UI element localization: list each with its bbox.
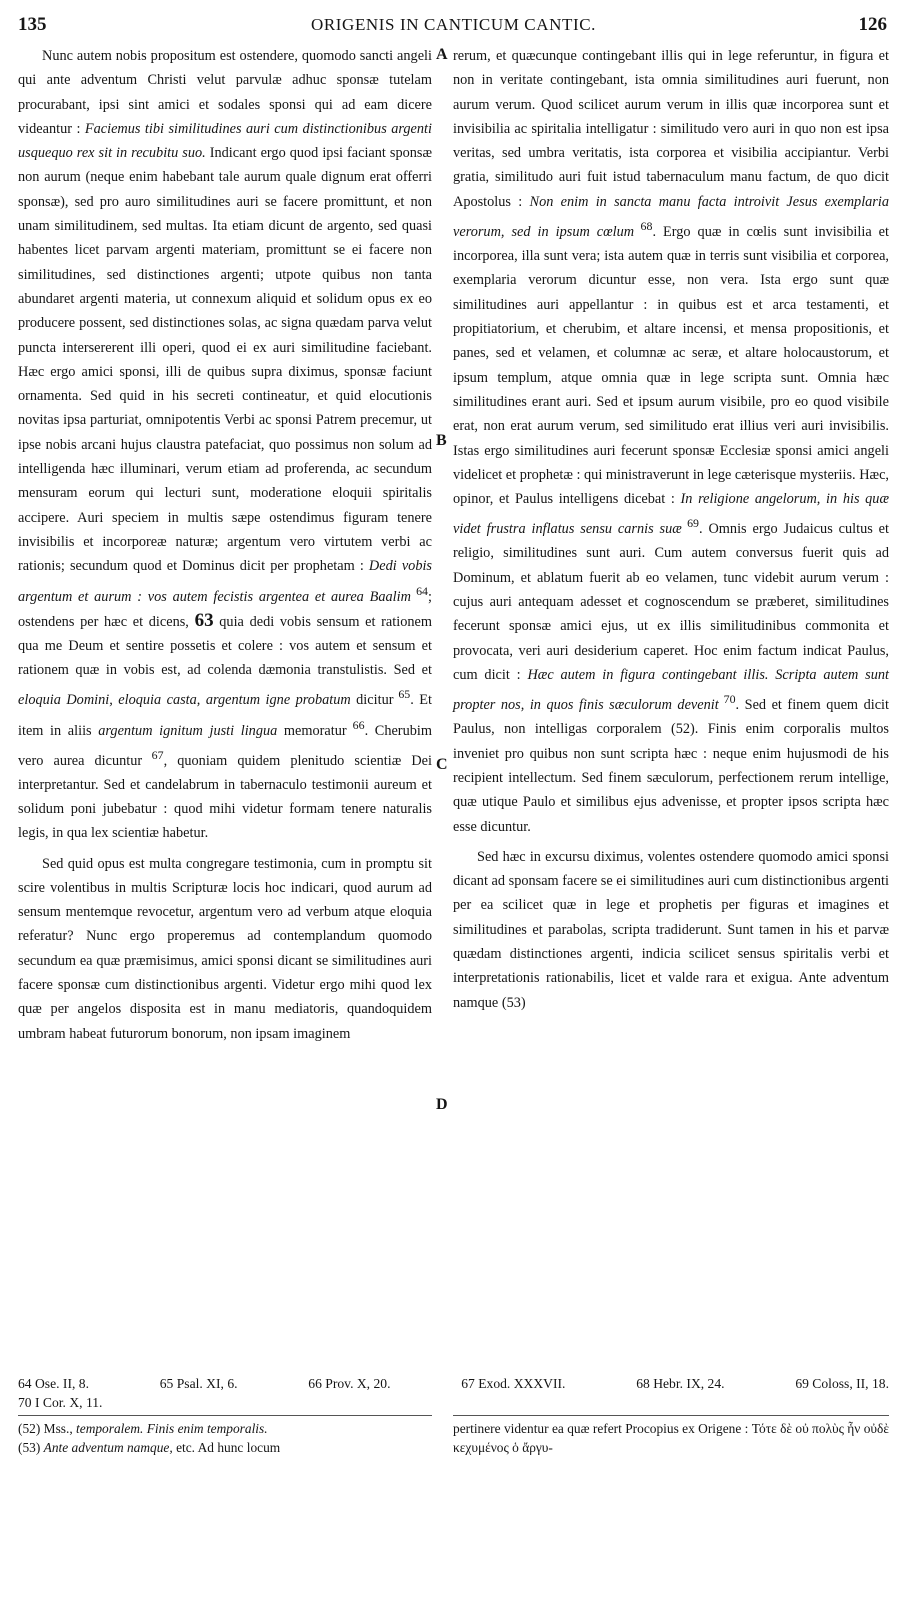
page-number-right: 126	[858, 14, 887, 35]
note-ref-70: 70	[718, 692, 736, 707]
right-paragraph-1: rerum, et quæcunque contingebant illis qui in lege referuntur, in figura et non in veritate contingebant, ista omnia similitudines auri fuerunt, non aurum verum. Quod scilicet aurum verum in illis quæ incorporea sunt et invisibilia ac spiritalia intelligatur : similitudo vero auri in quo non est ipsa veritas, sed umbra veritatis, ista corporea et visibilia accipiantur. Verbi gratia, similitudo auri fuit istud tabernaculum manu factum, de quo dicit Apostolus : Non enim in sancta manu facta introivit Jesus exemplaria verorum, sed in ipsum cœlum $^{68}$. Ergo quæ in cœlis sunt invisibilia et incorporea, illa sunt vera; ista autem quæ in terris sunt visibilia et corporea, exemplaria verorum dicuntur esse, non vera. Ista ergo sunt quæ similitudines auri appellantur : in quibus est et arca testamenti, et propitiatorium, et cherubim, et altare incensi, et mensa propositionis, et panes, sed et velamen, et columnæ ac seræ, et altare holocaustorum, et ipsum templum, atque omnia quæ in lege scripta sunt. Omnia hæc similitudines erant auri. Sed et ipsum aurum visibile, pro eo quod visibile erat, non erat aurum verum, sed similitudo erat illius veri auri invisibilis. Istas ergo similitudines auri fecerunt sponsæ Ecclesiæ sponsi amici angeli videlicet et prophetæ : qui ministraverunt in lege cæterisque mysteriis. Hæc, opinor, et Paulus intelligens dicebat : In religione angelorum, in his quæ videt frustra inflatus sensu carnis suæ $^{69}$. Omnis ergo Judaicus cultus et religio, similitudines sunt auri. Cum autem conversus fuerit quis ad Dominum, et ablatum fuerit ab eo velamen, tunc videbit aurum verum : cujus auri antequam adesset et cognoscendum se præberet, similitudines fecerunt sponsæ amici ejus, ut ex illis similitudinibus commonita et provocata, veri auri desiderium caperet. Hoc enim factum indicat Paulus, cum dicit : Hæc autem in figura contingebant illis. Scripta autem sunt propter nos, in quos finis sæculorum devenit $^{70}$. Sed et finem quem dicit Paulus, non intelligas corporalem (52). Finis enim corporalis multos inveniet pro quibus non sunt scripta hæc : neque enim hujusmodi de his recipient intellectum. Sed finem sæculorum, perfectionem rerum intellige, quæ utique Paulo et similibus ejus advenisse, et propter ipsos scripta hæc esse dicuntur.	[453, 48, 889, 835]
footnotes-right	[453, 1420, 889, 1457]
note-65: 65 Psal. XI, 6.	[159, 1376, 238, 1391]
inline-page-number: 63	[194, 609, 214, 631]
footnote-52: (52) Mss., temporalem. Finis enim temporalis.	[18, 1421, 268, 1436]
note-67: 67 Exod. XXXVII.	[461, 1376, 566, 1391]
note-64: 64 Ose. II, 8.	[18, 1376, 89, 1391]
right-paragraph-2: Sed hæc in excursu diximus, volentes ostendere quomodo amici sponsi dicant ad sponsam facere se ei similitudines auri cum distinctionibus argenti per ea scilicet quæ in lege et prophetis per figuras et imagines et similitudines et parabolas, scripta tradiderunt. Sunt tamen in his et parvæ quædam distinctiones argenti, indicia scilicet sensus spiritalis verbi et interpretationis rationabilis, licet et valde rara et exigua. Ante adventum namque (53)	[453, 848, 889, 1011]
note-70: 70 I Cor. X, 11.	[18, 1395, 103, 1410]
scripture-notes-line-2	[18, 1393, 889, 1412]
running-title: ORIGENIS IN CANTICUM CANTIC.	[310, 15, 596, 34]
note-ref-69: 69	[681, 516, 700, 531]
footnote-53-continued: pertinere videntur ea quæ refert Procopius ex Origene : Τότε δὲ οὐ πολὺς ἦν οὐδὲ κεχυμένος ὁ ἄργυ-	[453, 1421, 889, 1455]
note-ref-65: 65	[393, 687, 411, 702]
margin-marker-d: D	[436, 1096, 448, 1113]
footnotes-left	[18, 1420, 432, 1457]
page-number-left: 135	[18, 14, 47, 35]
margin-marker-c: C	[436, 756, 448, 773]
note-68: 68 Hebr. IX, 24.	[636, 1376, 725, 1391]
left-paragraph-2: Sed quid opus est multa congregare testimonia, cum in promptu sit scire volentibus in multis Scripturæ locis hoc indicari, quod aurum ad sensum mentemque revocetur, argentum vero ad verbum atque eloquia referatur? Nunc ergo properemus ad contemplandum quomodo secundum ea quæ præmisimus, amici sponsi dicant se similitudines auri facere sponsæ cum distinctionibus argenti. Videtur ergo mihi quod lex quæ per angelos disposita est in manu mediatoris, quandoquidem umbram habeat futurorum bonorum, non ipsam imaginem	[18, 855, 432, 1042]
margin-marker-b: B	[436, 432, 447, 449]
note-69: 69 Coloss, II, 18.	[795, 1376, 889, 1391]
left-column	[18, 44, 432, 1046]
left-paragraph-1: Nunc autem nobis propositum est ostendere, quomodo sancti angeli qui ante adventum Christi velut parvulæ adhuc sponsæ tutelam procurabant, ipsi sint amici et sodales sponsi qui ad eam dicere videantur : Faciemus tibi similitudines auri cum distinctionibus argenti usquequo rex sit in recubitu suo. Indicant ergo quod ipsi faciant sponsæ non aurum (neque enim habebant tale aurum quale dignum erat offerri sponsæ), sed pro auro similitudines auri se facere promittunt, et non unam similitudinem, sed multas. Ita etiam dicunt de argento, sed quasi habentes licet parvam argenti materiam, promittunt se ei facere non similitudines, sed distinctiones argenti; utpote quibus non tanta abundaret argenti materia, ut connexum aliquid et solidum opus ex eo producere possent, sed distinctiones solas, ac signa quædam parva velut puncta intersererent illi operi, quod ei ex auri similitudine faciebant. Hæc ergo amici sponsi, illi de quibus supra diximus, sponsæ faciunt ornamenta. Sed quid in his secreti contineatur, et quid elocutionis novitas ipsa parturiat, omnipotentis Verbi ac sponsi Patrem precemur, ut ipse nobis arcani hujus claustra patefaciat, quo possimus non solum ad intelligenda hæc illuminari, verum etiam ad proferenda, ac secundum mensuram eorum qui lecturi sunt, moderatione eloquii spiritalis accipere. Auri speciem in multis sæpe ostendimus figuram tenere invisibilis et incorporeæ naturæ; argentum vero virtutem verbi ac rationis; secundum quod et Dominus dicit per prophetam : Dedi vobis argentum et aurum : vos autem fecistis argentea et aurea Baalim $^{64}$; ostendens per hæc et dicens, 63 quia dedi vobis sensum et rationem qua me Deum et sentire possetis et colere : vos autem et sensum et rationem quæ in vobis est, ad colenda dæmonia transtulistis. Sed et eloquia Domini, eloquia casta, argentum igne probatum dicitur $^{65}$. Et item in aliis argentum ignitum justi lingua memoratur $^{66}$. Cherubim vero aurea dicuntur $^{67}$, quoniam quidem plenitudo scientiæ Dei interpretantur. Sed et candelabrum in tabernaculo testimonii aureum et solidum poni jubebatur : quod mihi videtur formam tenere naturalis legis, in qua lex scientiæ habetur.	[18, 48, 433, 842]
note-ref-68: 68	[634, 219, 653, 234]
page-header	[0, 14, 907, 38]
note-ref-67: 67	[142, 747, 164, 762]
footnote-rule-right	[453, 1415, 889, 1416]
right-column	[453, 44, 889, 1015]
note-ref-64: 64	[410, 583, 428, 598]
margin-marker-a: A	[436, 46, 448, 63]
footnote-rule-left	[18, 1415, 432, 1416]
scripture-notes-line-1	[18, 1374, 889, 1393]
scripture-notes	[18, 1374, 889, 1412]
note-ref-66: 66	[346, 717, 365, 732]
footnote-53: (53) Ante adventum namque, etc. Ad hunc locum	[18, 1439, 281, 1455]
note-66: 66 Prov. X, 20.	[308, 1376, 391, 1391]
